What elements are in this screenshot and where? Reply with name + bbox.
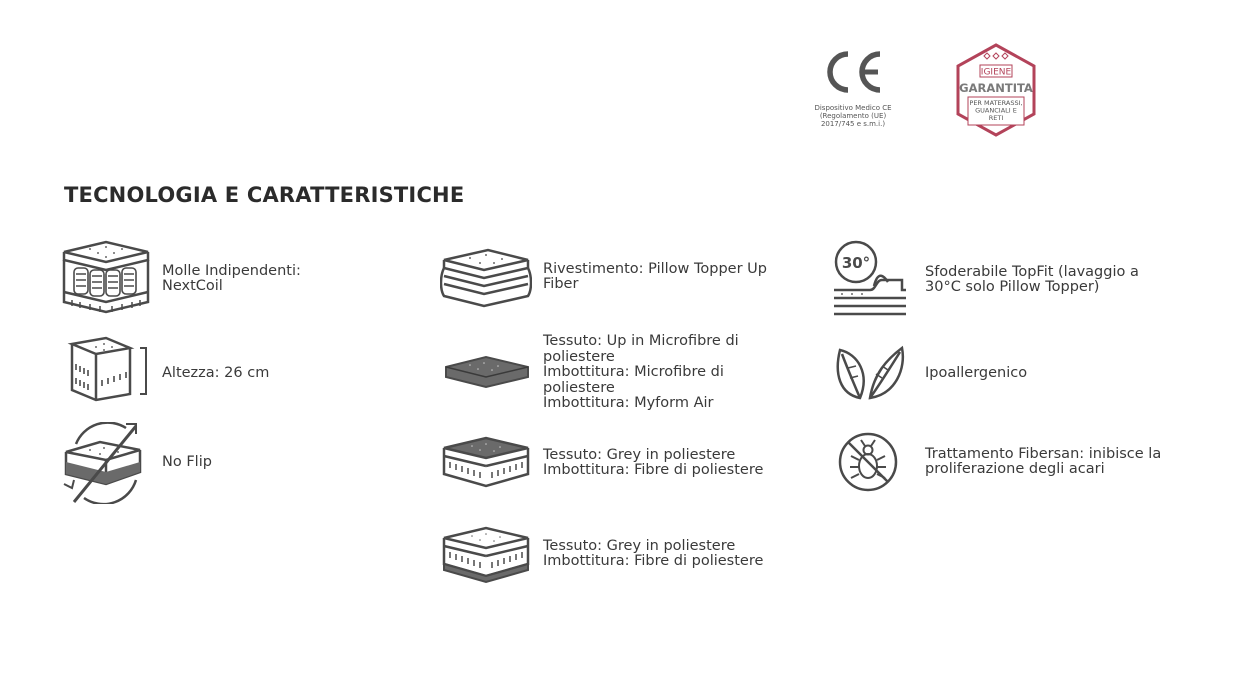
pocket-springs-icon xyxy=(60,240,152,318)
igiene-title: IGIENE xyxy=(980,67,1012,78)
feature-line: Altezza: 26 cm xyxy=(162,365,270,382)
feature-hypoallergenic xyxy=(830,344,1027,404)
igiene-subtitle: GARANTITA xyxy=(959,81,1033,95)
feature-line: Molle Indipendenti: xyxy=(162,262,301,279)
leaves-icon xyxy=(830,344,910,404)
no-flip-icon xyxy=(60,422,152,504)
feature-text xyxy=(543,334,739,412)
ce-mark-icon xyxy=(818,48,888,96)
no-mites-icon xyxy=(830,430,910,494)
wash-30-icon xyxy=(830,240,910,320)
wash-temperature-label: 30° xyxy=(841,254,871,272)
feature-text xyxy=(162,366,269,382)
grey-bottom-layer-icon xyxy=(440,524,532,584)
feature-height xyxy=(60,336,269,412)
feature-pocket-springs xyxy=(60,240,301,318)
grey-top-layer-icon xyxy=(440,432,532,494)
feature-text xyxy=(925,366,1027,382)
feature-line: Fiber xyxy=(543,276,579,292)
feature-line: Trattamento Fibersan: inibisce la xyxy=(925,445,1162,462)
igiene-badge-graphic xyxy=(948,42,1044,138)
feature-text xyxy=(543,448,763,479)
feature-microfiber xyxy=(440,334,739,412)
igiene-line: PER MATERASSI, xyxy=(969,99,1023,107)
feature-line: 30°C solo Pillow Topper) xyxy=(925,279,1100,295)
feature-line: Sfoderabile TopFit (lavaggio a xyxy=(925,263,1139,280)
feature-no-flip xyxy=(60,422,212,504)
feature-fibersan xyxy=(830,430,1161,494)
feature-line: Imbottitura: Fibre di poliestere xyxy=(543,462,764,478)
ce-line: Dispositivo Medico CE xyxy=(814,104,892,112)
feature-text xyxy=(925,447,1161,478)
igiene-garantita-badge xyxy=(948,42,1044,138)
ce-line: (Regolamento (UE) xyxy=(819,112,887,120)
feature-line: Imbottitura: Microfibre di xyxy=(543,364,724,380)
feature-line: Tessuto: Grey in poliestere xyxy=(543,537,736,554)
feature-grey-top xyxy=(440,432,763,494)
igiene-line: GUANCIALI E xyxy=(975,106,1017,115)
mattress-height-icon xyxy=(60,336,152,412)
feature-line: Tessuto: Grey in poliestere xyxy=(543,446,736,463)
feature-line: Ipoallergenico xyxy=(925,365,1028,382)
feature-line: Tessuto: Up in Microfibre di xyxy=(543,333,739,349)
feature-grey-bottom xyxy=(440,524,763,584)
ce-line: 2017/745 e s.m.i.) xyxy=(820,120,886,128)
feature-text xyxy=(543,262,767,293)
feature-text xyxy=(543,539,763,570)
feature-line: Imbottitura: Fibre di poliestere xyxy=(543,553,764,569)
feature-text xyxy=(162,264,301,295)
feature-wash-30 xyxy=(830,240,1139,320)
feature-line: Rivestimento: Pillow Topper Up xyxy=(543,260,767,277)
ce-text xyxy=(808,104,898,128)
feature-text xyxy=(162,455,212,471)
feature-line: proliferazione degli acari xyxy=(925,461,1105,477)
feature-line: poliestere xyxy=(543,379,615,396)
microfiber-layer-icon xyxy=(440,349,532,397)
igiene-line: RETI xyxy=(988,114,1004,122)
feature-text xyxy=(925,265,1139,296)
feature-line: Imbottitura: Myform Air xyxy=(543,395,714,411)
feature-line: poliestere xyxy=(543,348,615,365)
section-title: TECNOLOGIA E CARATTERISTICHE xyxy=(64,183,465,207)
feature-line: No Flip xyxy=(162,454,212,471)
pillow-topper-icon xyxy=(440,246,532,308)
feature-pillow-topper xyxy=(440,246,767,308)
ce-certification xyxy=(808,48,898,128)
feature-line: NextCoil xyxy=(162,278,223,294)
